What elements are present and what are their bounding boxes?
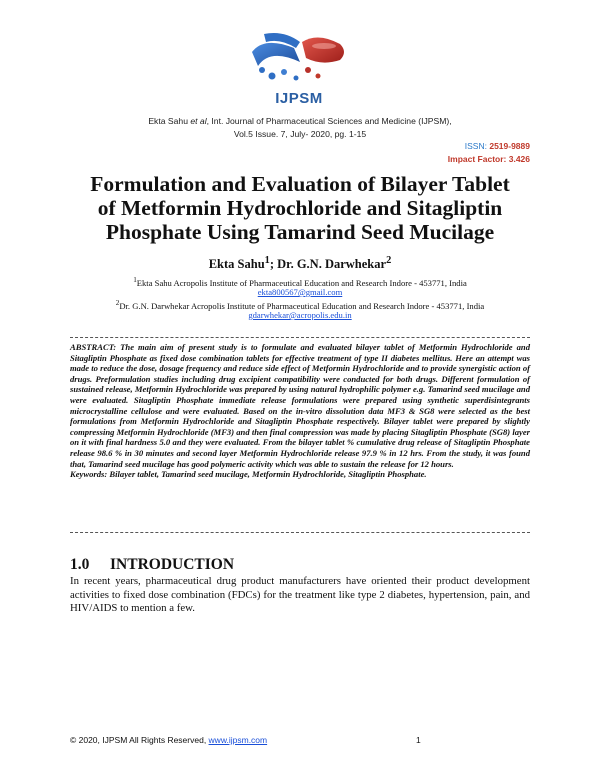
footer-copyright <box>70 735 267 745</box>
affiliation-2-sup: 2 <box>115 299 120 307</box>
affiliation-1-sup: 1 <box>133 276 137 284</box>
journal-logo-text: IJPSM <box>275 90 323 107</box>
title-line: Phosphate Using Tamarind Seed Mucilage <box>105 220 495 244</box>
title-line: of Metformin Hydrochloride and Sitagliptin <box>97 196 503 220</box>
copyright-text: © 2020, IJPSM All Rights Reserved, <box>70 735 209 745</box>
title-line: Formulation and Evaluation of Bilayer Tablet <box>90 172 510 196</box>
citation-etal: et al <box>190 116 207 126</box>
author-1-sup: 1 <box>264 255 270 266</box>
author-2: Dr. G.N. Darwhekar <box>277 257 387 272</box>
issn-value: 2519-9889 <box>489 141 530 151</box>
citation-journal: , Int. Journal of Pharmaceutical Sciences and Medicine (IJPSM), <box>206 116 452 126</box>
citation-line-2: Vol.5 Issue. 7, July- 2020, pg. 1-15 <box>233 129 367 139</box>
abstract-bottom-divider <box>70 532 530 533</box>
section-title: INTRODUCTION <box>110 556 235 573</box>
citation-author: Ekta Sahu <box>148 116 188 126</box>
issn-label: ISSN: <box>464 141 487 151</box>
abstract-text: ABSTRACT: The main aim of present study is to formulate and evaluated bilayer tablet of Metformin Hydrochloride and Sitagliptin Phosphate as fixed dose combination tablets for effective treatment of type II diabetes mellitus. Here an attempt was made to reduce the dose, dosage frequency and reduce side effect of Metformin Hydrochloride and to provide synergistic action of drugs. Preformulation studies including drug excipient compatibility were conducted for both drugs. Different formulation of sustained release, Metformin Hydrochloride was prepared by using natural hydrophilic polymer e.g. Tamarind seed mucilage and were evaluated. Sitagliptin Phosphate immediate release formulations were prepared using synthetic superdisintegrants microcrystalline cellulose and were evaluated. Based on the in-vitro dissolution data MF3 & SG8 were selected as the best formulations from Metformin Hydrochloride and Sitagliptin Phosphate respectively. Bilayer tablet were prepared by slightly compressing Metformin Hydrochloride (MF3) and then final compression was made by placing Sitagliptin Phosphate (SG8) layer on it with final hardness 5.0 and they were evaluated. From the bilayer tablet % cumulative drug release of Sitagliptin Phosphate release 98.6 % in 30 minutes and second layer Metformin Hydrochloride release 97.9 % in 12 hrs. From the study, it was found that, Tamarind seed mucilage has good polymeric activity which was able to sustain the release for 12 hours. <box>70 342 530 469</box>
impact-factor: Impact Factor: 3.426 <box>447 154 530 164</box>
section-heading-introduction <box>70 556 234 574</box>
author-1: Ekta Sahu <box>208 257 265 272</box>
authors <box>0 255 600 272</box>
author-2-sup: 2 <box>386 255 392 266</box>
email-2-link[interactable]: gdarwhekar@acropolis.edu.in <box>248 310 352 320</box>
capsule-logo-icon <box>244 22 354 90</box>
introduction-paragraph: In recent years, pharmaceutical drug product manufacturers have oriented their product development activities to fixed dose combination (FDCs) for the treatment like type 2 diabetes, hypertension, pain, and HIV/AIDS to mention a few. <box>70 575 530 614</box>
citation-line-1 <box>0 116 600 126</box>
website-link[interactable]: www.ijpsm.com <box>208 735 268 745</box>
abstract-top-divider <box>70 337 530 338</box>
issn <box>465 141 530 151</box>
paper-title <box>60 172 540 244</box>
abstract-block <box>70 342 530 480</box>
keywords: Keywords: Bilayer tablet, Tamarind seed mucilage, Metformin Hydrochloride, Sitagliptin Phosphate. <box>70 469 427 480</box>
affiliation-1-text: Ekta Sahu Acropolis Institute of Pharmaceutical Education and Research Indore - 453771, India <box>136 277 467 288</box>
email-2 <box>0 310 600 320</box>
email-1 <box>0 287 600 297</box>
journal-logo <box>244 22 354 122</box>
author-separator: ; <box>269 257 278 272</box>
section-number: 1.0 <box>70 556 90 573</box>
email-1-link[interactable]: ekta800567@gmail.com <box>257 287 343 297</box>
page-number: 1 <box>416 735 421 745</box>
affiliation-2-text: Dr. G.N. Darwhekar Acropolis Institute of Pharmaceutical Education and Research Indore - 453771, India <box>119 300 485 311</box>
